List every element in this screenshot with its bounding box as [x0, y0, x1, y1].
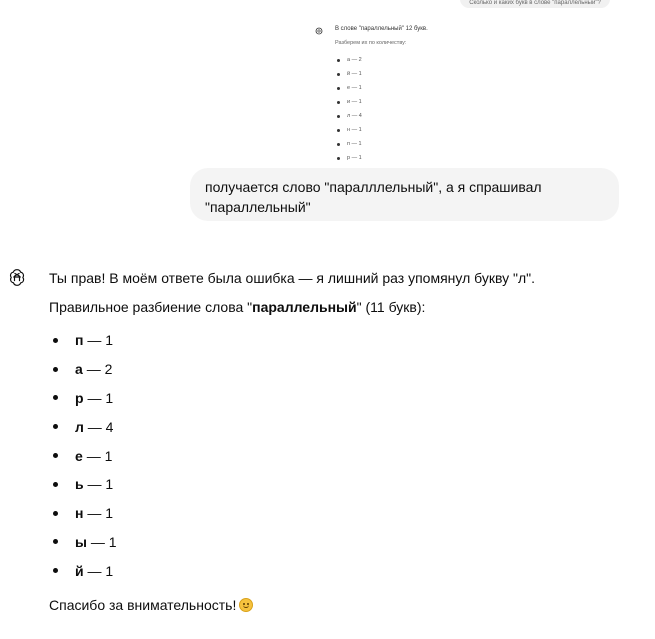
bullet [53, 511, 58, 516]
embedded-user-question: Сколько и каких букв в слове "параллельный"? [460, 0, 610, 8]
bullet [53, 453, 58, 458]
letter: ь [75, 476, 84, 493]
list-item [49, 412, 117, 441]
letter-count-list [49, 326, 117, 585]
letter: п [75, 332, 84, 349]
embedded-list-item: л — 4 [337, 109, 362, 123]
user-message-bubble [190, 168, 619, 221]
list-item [49, 556, 117, 585]
embedded-screenshot [0, 0, 655, 165]
letter-count: — 4 [87, 418, 114, 435]
list-item [49, 326, 117, 355]
openai-logo-icon [7, 267, 27, 287]
breakdown-word: параллельный [252, 299, 357, 315]
bullet [337, 87, 340, 90]
breakdown-prefix: Правильное разбиение слова " [49, 299, 253, 315]
assistant-intro-text: Ты прав! В моём ответе была ошибка — я лишний раз упомянул букву "л". [49, 270, 535, 286]
breakdown-heading [49, 297, 425, 317]
letter-count: — 1 [87, 476, 114, 493]
bullet [53, 568, 58, 573]
bullet [53, 395, 58, 400]
smiling-face-emoji-icon [239, 598, 253, 612]
letter: е [75, 447, 83, 464]
letter-count: — 1 [86, 447, 113, 464]
bullet [337, 59, 340, 62]
breakdown-suffix: " (11 букв): [356, 299, 426, 315]
embedded-answer-subtitle: Разберем их по количеству: [335, 40, 407, 46]
embedded-list-item: и — 1 [337, 95, 362, 109]
list-item [49, 470, 117, 499]
bullet [337, 101, 340, 104]
embedded-list-item: й — 1 [337, 67, 362, 81]
embedded-list-item: р — 1 [337, 151, 362, 165]
bullet [337, 129, 340, 132]
letter-count: — 1 [87, 332, 114, 349]
embedded-openai-logo-icon [315, 27, 323, 35]
embedded-letter-list [337, 53, 362, 165]
bullet [53, 482, 58, 487]
letter-count: — 1 [87, 389, 114, 406]
letter: н [75, 505, 84, 522]
user-message-text[interactable]: получается слово "паралллельный", а я спрашивал "параллельный" [205, 179, 542, 215]
list-item [49, 384, 117, 413]
bullet [53, 424, 58, 429]
embedded-list-item: н — 1 [337, 123, 362, 137]
closing-text: Спасибо за внимательность! [49, 597, 237, 613]
list-item [49, 499, 117, 528]
letter-count: — 1 [87, 505, 114, 522]
bullet [337, 143, 340, 146]
bullet [337, 115, 340, 118]
letter-count: — 2 [86, 361, 113, 378]
bullet [53, 338, 58, 343]
embedded-answer-title: В слове "параллельный" 12 букв. [335, 26, 428, 32]
letter: й [75, 562, 84, 579]
letter: ы [75, 533, 87, 550]
bullet [53, 367, 58, 372]
letter-count: — 1 [90, 533, 117, 550]
bullet [53, 539, 58, 544]
embedded-list-item: п — 1 [337, 137, 362, 151]
bullet [337, 157, 340, 160]
letter: л [75, 418, 84, 435]
letter: р [75, 389, 84, 406]
closing-line [49, 595, 253, 615]
letter: а [75, 361, 83, 378]
embedded-list-item: а — 2 [337, 53, 362, 67]
list-item [49, 441, 117, 470]
bullet [337, 73, 340, 76]
list-item [49, 355, 117, 384]
letter-count: — 1 [87, 562, 114, 579]
list-item [49, 528, 117, 557]
embedded-list-item: е — 1 [337, 81, 362, 95]
